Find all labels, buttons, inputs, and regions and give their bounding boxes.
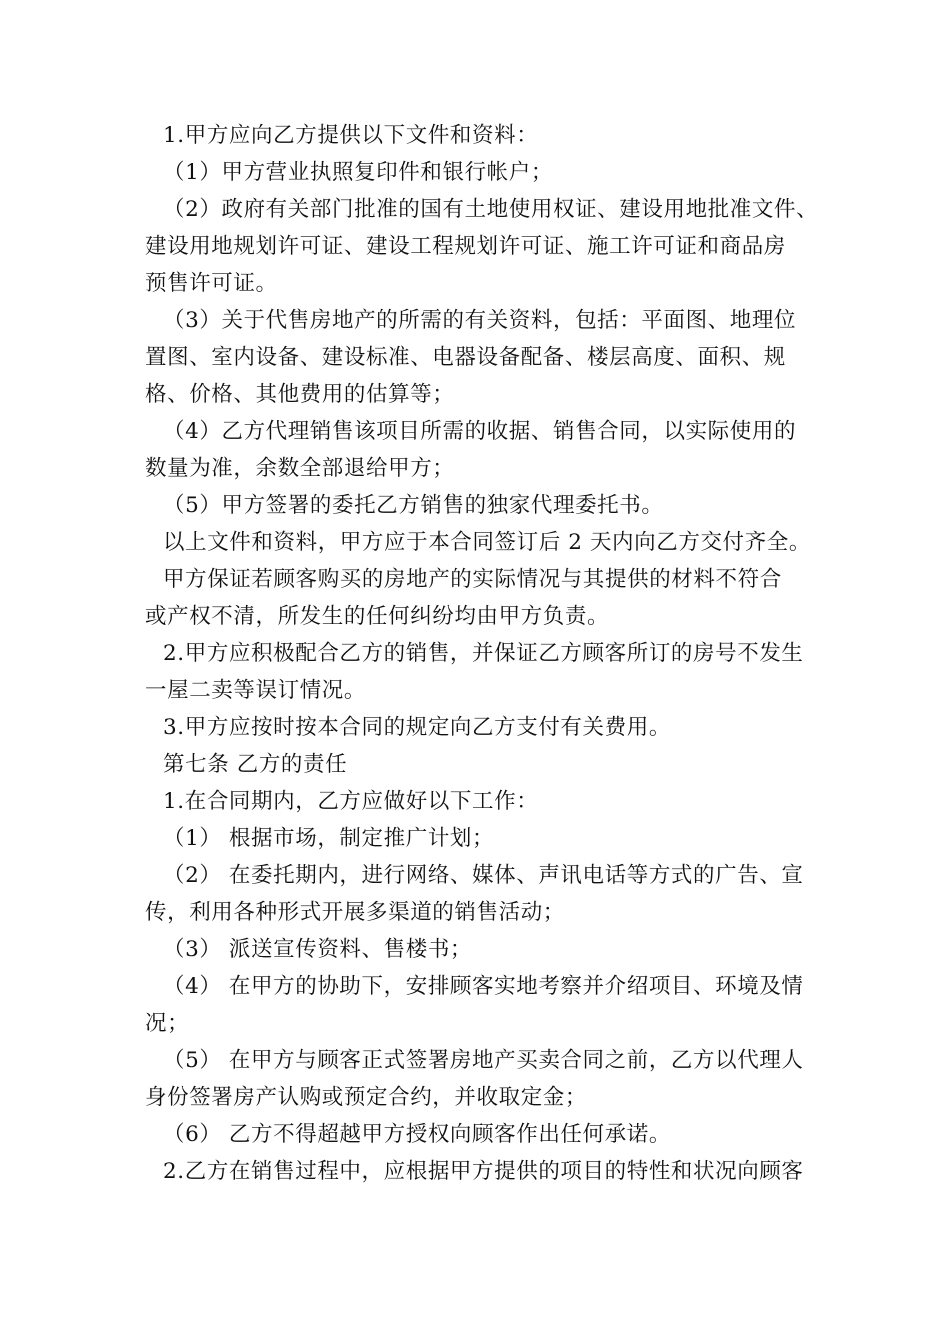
- text-line: （6） 乙方不得超越甲方授权向顾客作出任何承诺。: [163, 1122, 671, 1147]
- text-line: 3.甲方应按时按本合同的规定向乙方支付有关费用。: [163, 715, 671, 740]
- section-heading: 第七条 乙方的责任: [163, 752, 348, 777]
- text-line: （3）关于代售房地产的所需的有关资料，包括：平面图、地理位: [163, 308, 797, 333]
- text-line: （3） 派送宣传资料、售楼书；: [163, 937, 473, 962]
- text-line: 或产权不清，所发生的任何纠纷均由甲方负责。: [145, 604, 610, 629]
- text-line: 预售许可证。: [145, 271, 278, 296]
- text-line: （1）甲方营业执照复印件和银行帐户；: [163, 160, 553, 185]
- text-line: 2.乙方在销售过程中，应根据甲方提供的项目的特性和状况向顾客: [163, 1159, 804, 1184]
- text-line: （4）乙方代理销售该项目所需的收据、销售合同，以实际使用的: [163, 419, 797, 444]
- text-line: 甲方保证若顾客购买的房地产的实际情况与其提供的材料不符合: [163, 567, 782, 592]
- text-line: 建设用地规划许可证、建设工程规划许可证、施工许可证和商品房: [145, 234, 786, 259]
- text-line: 以上文件和资料，甲方应于本合同签订后 2 天内向乙方交付齐全。: [163, 530, 811, 555]
- text-line: 格、价格、其他费用的估算等；: [145, 382, 455, 407]
- text-line: 1.甲方应向乙方提供以下文件和资料：: [163, 123, 539, 148]
- text-line: 置图、室内设备、建设标准、电器设备配备、楼层高度、面积、规: [145, 345, 786, 370]
- text-line: 一屋二卖等误订情况。: [145, 678, 367, 703]
- text-line: （4） 在甲方的协助下，安排顾客实地考察并介绍项目、环境及情: [163, 974, 804, 999]
- text-line: 传，利用各种形式开展多渠道的销售活动；: [145, 900, 565, 925]
- text-line: 况；: [145, 1011, 190, 1036]
- text-line: 1.在合同期内，乙方应做好以下工作：: [163, 789, 539, 814]
- text-line: 数量为准，余数全部退给甲方；: [145, 456, 455, 481]
- text-line: （5） 在甲方与顾客正式签署房地产买卖合同之前，乙方以代理人: [163, 1048, 804, 1073]
- text-line: （2）政府有关部门批准的国有土地使用权证、建设用地批准文件、: [163, 197, 819, 222]
- text-line: （2） 在委托期内，进行网络、媒体、声讯电话等方式的广告、宣: [163, 863, 804, 888]
- text-line: （5）甲方签署的委托乙方销售的独家代理委托书。: [163, 493, 664, 518]
- text-line: （1） 根据市场，制定推广计划；: [163, 826, 495, 851]
- text-line: 身份签署房产认购或预定合约，并收取定金；: [145, 1085, 588, 1110]
- text-line: 2.甲方应积极配合乙方的销售，并保证乙方顾客所订的房号不发生: [163, 641, 804, 666]
